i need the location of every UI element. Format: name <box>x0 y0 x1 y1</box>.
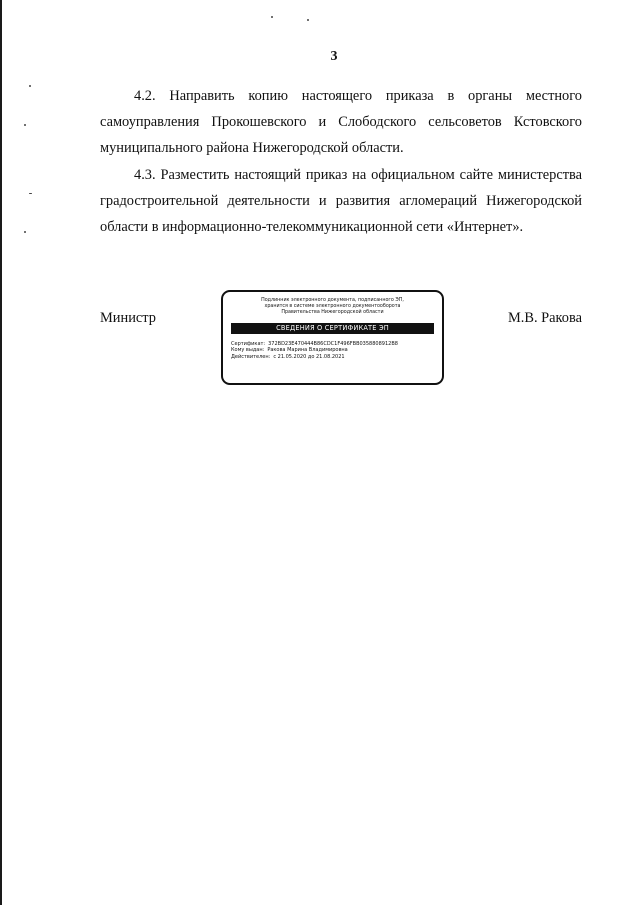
stamp-header: СВЕДЕНИЯ О СЕРТИФИКАТЕ ЭП <box>231 323 434 334</box>
certificate-label: Сертификат: <box>231 340 266 347</box>
scan-speck <box>29 85 31 87</box>
issued-to-value: Ракова Марина Владимировна <box>267 347 348 354</box>
scan-speck <box>307 19 309 21</box>
paragraph-4-2: 4.2. Направить копию настоящего приказа в органы местного самоуправления Прокошевского и Слободского сельсоветов Кстовского муниципального района Нижегородской области. <box>100 88 582 156</box>
signer-title: Министр <box>100 310 156 326</box>
scan-edge <box>0 0 2 905</box>
page-number: 3 <box>330 49 338 64</box>
valid-value: с 21.05.2020 до 21.08.2021 <box>273 353 345 360</box>
stamp-notice-line: Подлинник электронного документа, подписанного ЭП, <box>261 298 404 303</box>
scan-speck <box>271 16 273 18</box>
scan-speck <box>24 124 26 126</box>
certificate-value: 372BD23E470444B86CDC1F496FBB0358808912B8 <box>268 340 398 347</box>
scan-speck <box>24 231 26 233</box>
stamp-notice <box>223 298 442 317</box>
stamp-details <box>231 341 434 361</box>
issued-to-label: Кому выдан: <box>231 347 265 354</box>
scan-speck <box>29 193 32 194</box>
stamp-notice-line: Правительства Нижегородской области <box>281 310 384 316</box>
stamp-certificate-row <box>231 341 434 348</box>
electronic-signature-stamp <box>221 290 444 385</box>
paragraph-4-3: 4.3. Разместить настоящий приказ на официальном сайте министерства градостроительной деятельности и развития агломераций Нижегородской области в информационно-телекоммуникационной сети «Интернет». <box>100 167 582 235</box>
stamp-valid-row <box>231 354 434 361</box>
stamp-issued-to-row <box>231 347 434 354</box>
signer-name: М.В. Ракова <box>507 310 582 326</box>
valid-label: Действителен: <box>231 353 271 360</box>
stamp-notice-line: хранится в системе электронного документооборота <box>264 304 401 310</box>
